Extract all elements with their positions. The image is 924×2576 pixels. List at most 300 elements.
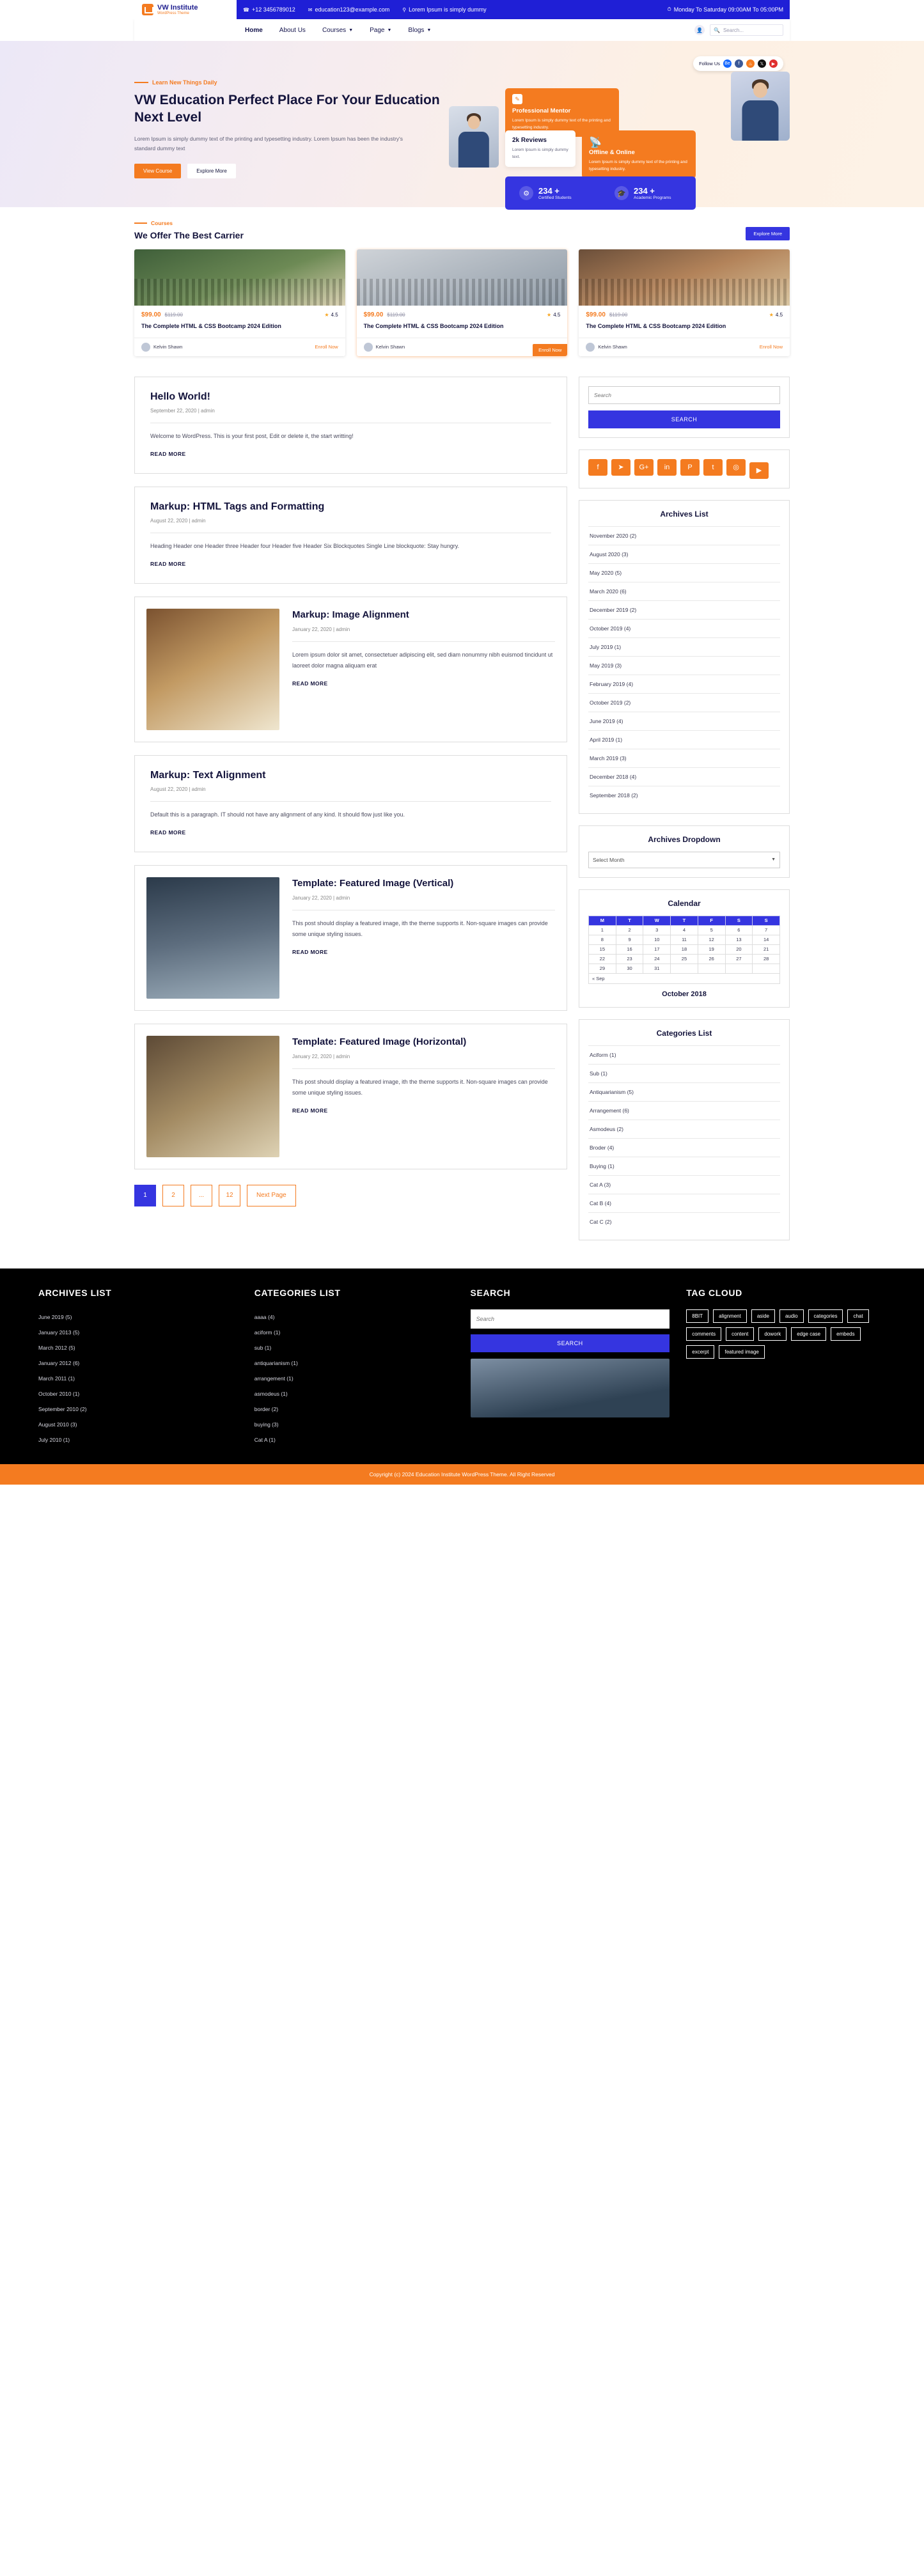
course-price: $99.00 — [586, 311, 606, 318]
list-item[interactable]: December 2019 (2) — [588, 600, 780, 619]
calendar-day-cell[interactable]: 9 — [616, 935, 643, 944]
course-title[interactable]: The Complete HTML & CSS Bootcamp 2024 Edition — [586, 323, 726, 329]
post-title[interactable]: Template: Featured Image (Vertical) — [292, 877, 454, 889]
divider — [292, 1068, 555, 1069]
follow-us-bar — [693, 56, 783, 71]
post-meta: January 22, 2020 | admin — [292, 626, 350, 632]
course-thumbnail — [134, 249, 345, 306]
calendar-day-cell[interactable]: 29 — [589, 964, 616, 973]
tag[interactable]: embeds — [831, 1327, 860, 1341]
sidebar-search-input[interactable] — [588, 386, 780, 404]
post-body: Default this is a paragraph. IT should not have any alignment of any kind. It should flow just like you. — [150, 811, 405, 818]
widget-title: Archives Dropdown — [648, 834, 721, 844]
twitter-x-icon[interactable]: 𝕏 — [758, 59, 766, 68]
topbar-hours-text: Monday To Saturday 09:00AM To 05:00PM — [673, 6, 783, 13]
calendar-week-row — [589, 954, 780, 964]
footer-tagcloud — [686, 1288, 886, 1448]
calendar-day-cell[interactable]: 25 — [671, 954, 698, 964]
post-featured-image — [146, 609, 279, 730]
calendar-day-cell — [725, 964, 753, 973]
footer-image — [471, 1359, 670, 1417]
select-value: Select Month — [593, 856, 625, 863]
enroll-now-button[interactable]: Enroll Now — [759, 344, 783, 350]
twitter-icon[interactable]: ➤ — [611, 459, 630, 476]
page-ellipsis: ... — [191, 1185, 212, 1206]
list-item[interactable]: Cat C (2) — [588, 1212, 780, 1231]
brand-name: VW Institute — [157, 3, 198, 12]
post-meta: January 22, 2020 | admin — [292, 895, 350, 902]
widget-title: Categories List — [656, 1028, 712, 1038]
post-card — [134, 487, 567, 584]
copyright-bar: Copyright (c) 2024 Education Institute WordPress Theme. All Right Reserved — [0, 1464, 924, 1485]
footer-search-button[interactable]: SEARCH — [471, 1334, 670, 1352]
post-title[interactable]: Template: Featured Image (Horizontal) — [292, 1036, 467, 1047]
explore-more-button[interactable]: Explore More — [187, 164, 236, 178]
course-card[interactable] — [579, 249, 790, 356]
tag[interactable]: edge case — [791, 1327, 826, 1341]
post-meta: August 22, 2020 | admin — [150, 517, 206, 524]
avatar — [364, 343, 373, 352]
course-rating-value: 4.5 — [775, 312, 783, 318]
person-illustration — [731, 72, 790, 141]
course-old-price: $119.00 — [164, 312, 183, 318]
nav-item-about[interactable] — [271, 27, 314, 34]
post-body: Welcome to WordPress. This is your first post, Edit or delete it, the start writting! — [150, 432, 354, 439]
enroll-now-button[interactable]: Enroll Now — [315, 344, 338, 350]
calendar-header-cell: S — [753, 916, 780, 925]
list-item[interactable]: sub (1) — [254, 1344, 272, 1351]
youtube-icon[interactable]: ▶ — [769, 59, 778, 68]
card2-title: 2k Reviews — [512, 137, 547, 144]
list-item[interactable]: October 2019 (2) — [588, 693, 780, 712]
footer-search-title: SEARCH — [470, 1287, 511, 1298]
post-list — [134, 377, 567, 1206]
course-footer — [579, 338, 790, 356]
post-body: Heading Header one Header three Header four Header five Header Six Blockquotes Single Line blockquote: Stay hungry. — [150, 542, 460, 549]
tag[interactable]: featured image — [719, 1345, 764, 1359]
card3-title: Offline & Online — [589, 149, 635, 156]
widget-archives-dropdown — [579, 825, 790, 878]
list-item[interactable]: Asmodeus (2) — [588, 1120, 780, 1138]
mentor-photo — [731, 72, 790, 141]
calendar-day-cell[interactable]: 8 — [589, 935, 616, 944]
course-body — [134, 306, 345, 331]
list-item[interactable]: Arrangement (6) — [588, 1101, 780, 1120]
courses-title: We Offer The Best Carrier — [134, 230, 244, 240]
chevron-down-icon: ▼ — [387, 27, 392, 33]
calendar-header-cell: T — [616, 916, 643, 925]
list-item[interactable]: June 2019 (4) — [588, 712, 780, 730]
tag[interactable]: chat — [847, 1309, 868, 1323]
calendar-day-cell[interactable]: 13 — [725, 935, 753, 944]
footer-tagcloud-title: TAG CLOUD — [686, 1287, 742, 1298]
calendar-week-row — [589, 964, 780, 973]
star-icon: ★ — [547, 312, 552, 318]
card-professional-mentor — [505, 88, 619, 137]
calendar-day-cell[interactable]: 5 — [698, 925, 725, 935]
hero-buttons — [134, 164, 449, 178]
course-rating — [324, 312, 338, 318]
stat-certified-students — [505, 186, 600, 200]
hero-right — [449, 60, 790, 200]
archives-month-select[interactable] — [588, 852, 780, 868]
main-nav — [134, 19, 790, 41]
calendar-week-row — [589, 925, 780, 935]
tag[interactable]: 8BIT — [686, 1309, 709, 1323]
list-item[interactable]: October 2019 (4) — [588, 619, 780, 637]
calendar-header-row — [589, 916, 780, 925]
list-item[interactable]: September 2018 (2) — [588, 786, 780, 804]
list-item[interactable]: Cat A (1) — [254, 1436, 276, 1443]
list-item[interactable]: April 2019 (1) — [588, 730, 780, 749]
calendar-month-label: October 2018 — [662, 990, 707, 998]
courses-grid — [134, 249, 790, 356]
post-title[interactable]: Markup: Image Alignment — [292, 609, 409, 620]
topbar-phone[interactable] — [237, 6, 302, 13]
list-item[interactable]: February 2019 (4) — [588, 675, 780, 693]
list-item[interactable]: buying (3) — [254, 1421, 279, 1428]
list-item[interactable]: August 2010 (3) — [38, 1421, 77, 1428]
google-plus-icon[interactable]: G+ — [634, 459, 654, 476]
list-item[interactable]: Antiquarianism (5) — [588, 1082, 780, 1101]
post-title[interactable]: Hello World! — [150, 391, 210, 402]
next-page-button[interactable]: Next Page — [247, 1185, 296, 1206]
nav-label-page: Page — [370, 26, 385, 34]
course-body — [579, 306, 790, 331]
tumblr-icon[interactable]: t — [703, 459, 723, 476]
topbar-hours — [661, 6, 790, 13]
course-rating — [547, 312, 560, 318]
courses-explore-more-button[interactable]: Explore More — [746, 227, 790, 240]
calendar-header-cell: T — [671, 916, 698, 925]
list-item[interactable]: March 2012 (5) — [38, 1344, 75, 1351]
footer-search — [471, 1288, 670, 1448]
calendar-day-cell[interactable]: 30 — [616, 964, 643, 973]
footer-search-input[interactable] — [471, 1309, 670, 1329]
nav-right-group — [694, 24, 790, 36]
calendar-day-cell[interactable]: 20 — [725, 944, 753, 954]
list-item[interactable]: arrangement (1) — [254, 1375, 294, 1382]
course-price-row — [364, 311, 561, 318]
calendar-week-row — [589, 944, 780, 954]
nav-item-page[interactable] — [361, 27, 400, 34]
post-featured-image — [146, 1036, 279, 1157]
post-body: This post should display a featured image, ith the theme supports it. Non-square images can provide some unique styling issues. — [292, 920, 548, 938]
behance-icon[interactable]: Be — [723, 59, 732, 68]
divider — [150, 801, 551, 802]
envelope-icon: ✉ — [308, 6, 313, 13]
calendar-day-cell[interactable]: 10 — [643, 935, 671, 944]
topbar-tagline — [396, 6, 492, 13]
course-card[interactable] — [134, 249, 345, 356]
chevron-down-icon: ▼ — [427, 27, 432, 33]
list-item[interactable]: Buying (1) — [588, 1157, 780, 1175]
list-item[interactable]: May 2019 (3) — [588, 656, 780, 675]
user-icon[interactable]: 👤 — [694, 25, 705, 35]
list-item[interactable]: antiquarianism (1) — [254, 1359, 298, 1366]
courses-kicker: Courses — [134, 220, 244, 226]
calendar-day-cell — [753, 964, 780, 973]
calendar-day-cell[interactable]: 26 — [698, 954, 725, 964]
social-links — [588, 459, 780, 479]
tag[interactable]: alignment — [713, 1309, 747, 1323]
top-bar — [134, 0, 790, 19]
hero-title: VW Education Perfect Place For Your Education Next Level — [134, 93, 440, 125]
page-2-button[interactable]: 2 — [162, 1185, 184, 1206]
post-card — [134, 865, 567, 1011]
calendar-day-cell[interactable]: 3 — [643, 925, 671, 935]
widget-archives-list — [579, 500, 790, 814]
list-item[interactable]: asmodeus (1) — [254, 1390, 288, 1397]
nav-item-courses[interactable] — [314, 27, 361, 34]
graduation-cap-icon: 🎓 — [615, 186, 629, 200]
course-author: Kelvin Shawn — [375, 344, 405, 350]
list-item[interactable]: March 2011 (1) — [38, 1375, 75, 1382]
widget-title: Archives List — [660, 509, 709, 519]
post-body: This post should display a featured image, ith the theme supports it. Non-square images can provide some unique styling issues. — [292, 1079, 548, 1097]
calendar-day-cell[interactable]: 1 — [589, 925, 616, 935]
read-more-link[interactable]: READ MORE — [150, 560, 186, 567]
clock-icon: ⏱ — [667, 6, 671, 12]
course-old-price: $119.00 — [387, 312, 405, 318]
gear-icon: ⚙ — [519, 186, 533, 200]
widget-search — [579, 377, 790, 438]
page-1-button[interactable]: 1 — [134, 1185, 156, 1206]
site-logo[interactable] — [134, 0, 237, 19]
list-item[interactable]: Broder (4) — [588, 1138, 780, 1157]
courses-section — [0, 207, 924, 371]
linkedin-icon[interactable]: in — [657, 459, 677, 476]
post-text-block — [292, 609, 555, 689]
course-thumbnail — [579, 249, 790, 306]
post-title[interactable]: Markup: HTML Tags and Formatting — [150, 501, 325, 512]
calendar-day-cell[interactable]: 27 — [725, 954, 753, 964]
calendar-header-cell: W — [643, 916, 671, 925]
card1-text: Lorem Ipsum is simply dummy text of the printing and typesetting industry. — [512, 118, 611, 130]
avatar — [586, 343, 595, 352]
course-rating-value: 4.5 — [553, 312, 561, 318]
calendar-day-cell[interactable]: 12 — [698, 935, 725, 944]
facebook-icon[interactable]: f — [588, 459, 607, 476]
mentor-icon: ✎ — [512, 94, 522, 104]
nav-item-blogs[interactable] — [400, 27, 439, 34]
read-more-link[interactable]: READ MORE — [292, 680, 328, 687]
calendar-day-cell[interactable]: 19 — [698, 944, 725, 954]
calendar-day-cell[interactable]: 11 — [671, 935, 698, 944]
brand-subtitle: WordPress Theme — [157, 12, 189, 16]
post-meta: September 22, 2020 | admin — [150, 407, 215, 414]
hero-kicker: Learn New Things Daily — [134, 79, 449, 86]
page-12-button[interactable]: 12 — [219, 1185, 240, 1206]
topbar-tagline-text: Lorem Ipsum is simply dummy — [409, 6, 487, 13]
nav-label-blogs: Blogs — [408, 26, 425, 34]
calendar-day-cell — [698, 964, 725, 973]
list-item[interactable]: March 2020 (6) — [588, 582, 780, 600]
phone-icon: ☎ — [243, 6, 249, 13]
calendar-day-cell[interactable]: 2 — [616, 925, 643, 935]
calendar-day-cell[interactable]: 7 — [753, 925, 780, 935]
stat0-label: Certified Students — [538, 196, 572, 200]
calendar-day-cell[interactable]: 14 — [753, 935, 780, 944]
calendar-prev-link[interactable]: « Sep — [588, 974, 780, 984]
calendar-day-cell[interactable]: 17 — [643, 944, 671, 954]
search-icon: 🔍 — [714, 27, 720, 33]
post-text-block — [292, 1036, 555, 1116]
topbar-email[interactable] — [302, 6, 396, 13]
calendar-day-cell[interactable]: 28 — [753, 954, 780, 964]
calendar-day-cell[interactable]: 16 — [616, 944, 643, 954]
hero-stats — [505, 176, 696, 210]
tag[interactable]: dowork — [758, 1327, 787, 1341]
list-item[interactable]: November 2020 (2) — [588, 526, 780, 545]
calendar-header-cell: M — [589, 916, 616, 925]
calendar-day-cell[interactable]: 24 — [643, 954, 671, 964]
course-title[interactable]: The Complete HTML & CSS Bootcamp 2024 Edition — [141, 323, 281, 329]
calendar-day-cell[interactable]: 21 — [753, 944, 780, 954]
list-item[interactable]: aaaa (4) — [254, 1313, 275, 1320]
course-footer — [134, 338, 345, 356]
course-footer — [357, 338, 568, 356]
youtube-icon[interactable]: ▶ — [749, 462, 769, 479]
post-card — [134, 1024, 567, 1169]
categories-list — [588, 1045, 780, 1231]
hero-text: Lorem Ipsum is simply dummy text of the printing and typesetting industry. Lorem Ipsum has been the industry's standard dummy text — [134, 135, 403, 152]
star-icon: ★ — [324, 312, 329, 318]
view-course-button[interactable]: View Course — [134, 164, 181, 178]
list-item[interactable]: June 2019 (5) — [38, 1313, 72, 1320]
archives-list — [588, 526, 780, 804]
list-item[interactable]: January 2012 (6) — [38, 1359, 80, 1366]
broadcast-icon: 📡 — [589, 137, 602, 148]
course-author: Kelvin Shawn — [598, 344, 627, 350]
follow-label: Follow Us — [699, 61, 720, 66]
post-meta: January 22, 2020 | admin — [292, 1054, 350, 1060]
nav-label-about: About Us — [279, 26, 306, 34]
divider — [292, 641, 555, 642]
post-featured-image — [146, 877, 279, 999]
dribbble-icon[interactable]: ♨ — [746, 59, 755, 68]
footer — [0, 1268, 924, 1464]
post-card — [134, 597, 567, 742]
footer-categories — [254, 1288, 454, 1448]
list-item[interactable]: border (2) — [254, 1405, 279, 1412]
tag[interactable]: excerpt — [686, 1345, 714, 1359]
avatar — [141, 343, 150, 352]
list-item[interactable]: Sub (1) — [588, 1064, 780, 1082]
course-old-price: $119.00 — [609, 312, 628, 318]
instagram-icon[interactable]: ◎ — [726, 459, 746, 476]
widget-categories-list — [579, 1019, 790, 1240]
read-more-link[interactable]: READ MORE — [150, 829, 186, 836]
list-item[interactable]: May 2020 (5) — [588, 563, 780, 582]
calendar-day-cell[interactable]: 23 — [616, 954, 643, 964]
calendar-day-cell[interactable]: 18 — [671, 944, 698, 954]
read-more-link[interactable]: READ MORE — [292, 1107, 328, 1114]
stat1-number: 234 + — [634, 186, 655, 196]
list-item[interactable]: July 2010 (1) — [38, 1436, 70, 1443]
widget-calendar — [579, 889, 790, 1008]
stat1-label: Academic Programs — [634, 196, 671, 200]
list-item[interactable]: January 2013 (5) — [38, 1329, 80, 1336]
pinterest-icon[interactable]: P — [680, 459, 700, 476]
stat-academic-programs — [600, 186, 696, 200]
card1-title: Professional Mentor — [512, 107, 571, 114]
student-photo — [449, 106, 499, 168]
list-item[interactable]: Aciform (1) — [588, 1045, 780, 1064]
list-item[interactable]: March 2019 (3) — [588, 749, 780, 767]
chevron-down-icon: ▼ — [348, 27, 354, 33]
course-price-row — [586, 311, 783, 318]
sidebar-search-button[interactable]: SEARCH — [588, 410, 780, 428]
pin-icon: ⚲ — [402, 6, 407, 13]
footer-categories-title: CATEGORIES LIST — [254, 1287, 341, 1298]
calendar-day-cell[interactable]: 31 — [643, 964, 671, 973]
course-card[interactable] — [357, 249, 568, 356]
card-reviews — [505, 130, 576, 167]
tag[interactable]: comments — [686, 1327, 721, 1341]
main-area — [0, 371, 924, 1268]
widget-title: Calendar — [668, 898, 701, 908]
chevron-down-icon: ▼ — [771, 857, 776, 862]
calendar-day-cell[interactable]: 15 — [589, 944, 616, 954]
topbar-phone-text: +12 3456789012 — [251, 6, 295, 13]
stat0-number: 234 + — [538, 186, 560, 196]
list-item[interactable]: September 2010 (2) — [38, 1405, 87, 1412]
search-placeholder: Search... — [723, 27, 744, 33]
post-text-block — [292, 877, 555, 957]
person-illustration — [449, 106, 499, 168]
star-icon: ★ — [769, 312, 774, 318]
list-item[interactable]: December 2018 (4) — [588, 767, 780, 786]
facebook-icon[interactable]: f — [735, 59, 743, 68]
tag[interactable]: audio — [779, 1309, 804, 1323]
read-more-link[interactable]: READ MORE — [150, 450, 186, 457]
list-item[interactable]: Cat B (4) — [588, 1194, 780, 1212]
post-card — [134, 377, 567, 474]
courses-header — [134, 220, 790, 240]
calendar-day-cell — [671, 964, 698, 973]
calendar-day-cell[interactable]: 4 — [671, 925, 698, 935]
list-item[interactable]: Cat A (3) — [588, 1175, 780, 1194]
tag[interactable]: categories — [808, 1309, 843, 1323]
list-item[interactable]: October 2010 (1) — [38, 1390, 80, 1397]
search-input[interactable] — [710, 24, 783, 36]
calendar-day-cell[interactable]: 22 — [589, 954, 616, 964]
list-item[interactable]: aciform (1) — [254, 1329, 281, 1336]
tag[interactable]: content — [726, 1327, 754, 1341]
post-card — [134, 755, 567, 852]
read-more-link[interactable]: READ MORE — [292, 949, 328, 956]
course-rating-value: 4.5 — [331, 312, 338, 318]
card3-text: Lorem Ipsum is simply dummy text of the printing and typesetting industry. — [589, 160, 687, 172]
list-item[interactable]: August 2020 (3) — [588, 545, 780, 563]
nav-label-courses: Courses — [322, 26, 347, 34]
post-title[interactable]: Markup: Text Alignment — [150, 769, 266, 781]
enroll-now-button[interactable]: Enroll Now — [533, 344, 567, 356]
course-title[interactable]: The Complete HTML & CSS Bootcamp 2024 Edition — [363, 323, 504, 329]
tag[interactable]: aside — [751, 1309, 775, 1323]
topbar-email-text: education123@example.com — [315, 6, 390, 13]
course-body — [357, 306, 568, 331]
list-item[interactable]: July 2019 (1) — [588, 637, 780, 656]
course-price: $99.00 — [141, 311, 161, 318]
nav-label-home: Home — [245, 26, 263, 34]
calendar-day-cell[interactable]: 6 — [725, 925, 753, 935]
nav-item-home[interactable] — [237, 27, 271, 34]
calendar-table — [588, 916, 780, 974]
logo-icon — [142, 4, 153, 15]
course-rating — [769, 312, 783, 318]
